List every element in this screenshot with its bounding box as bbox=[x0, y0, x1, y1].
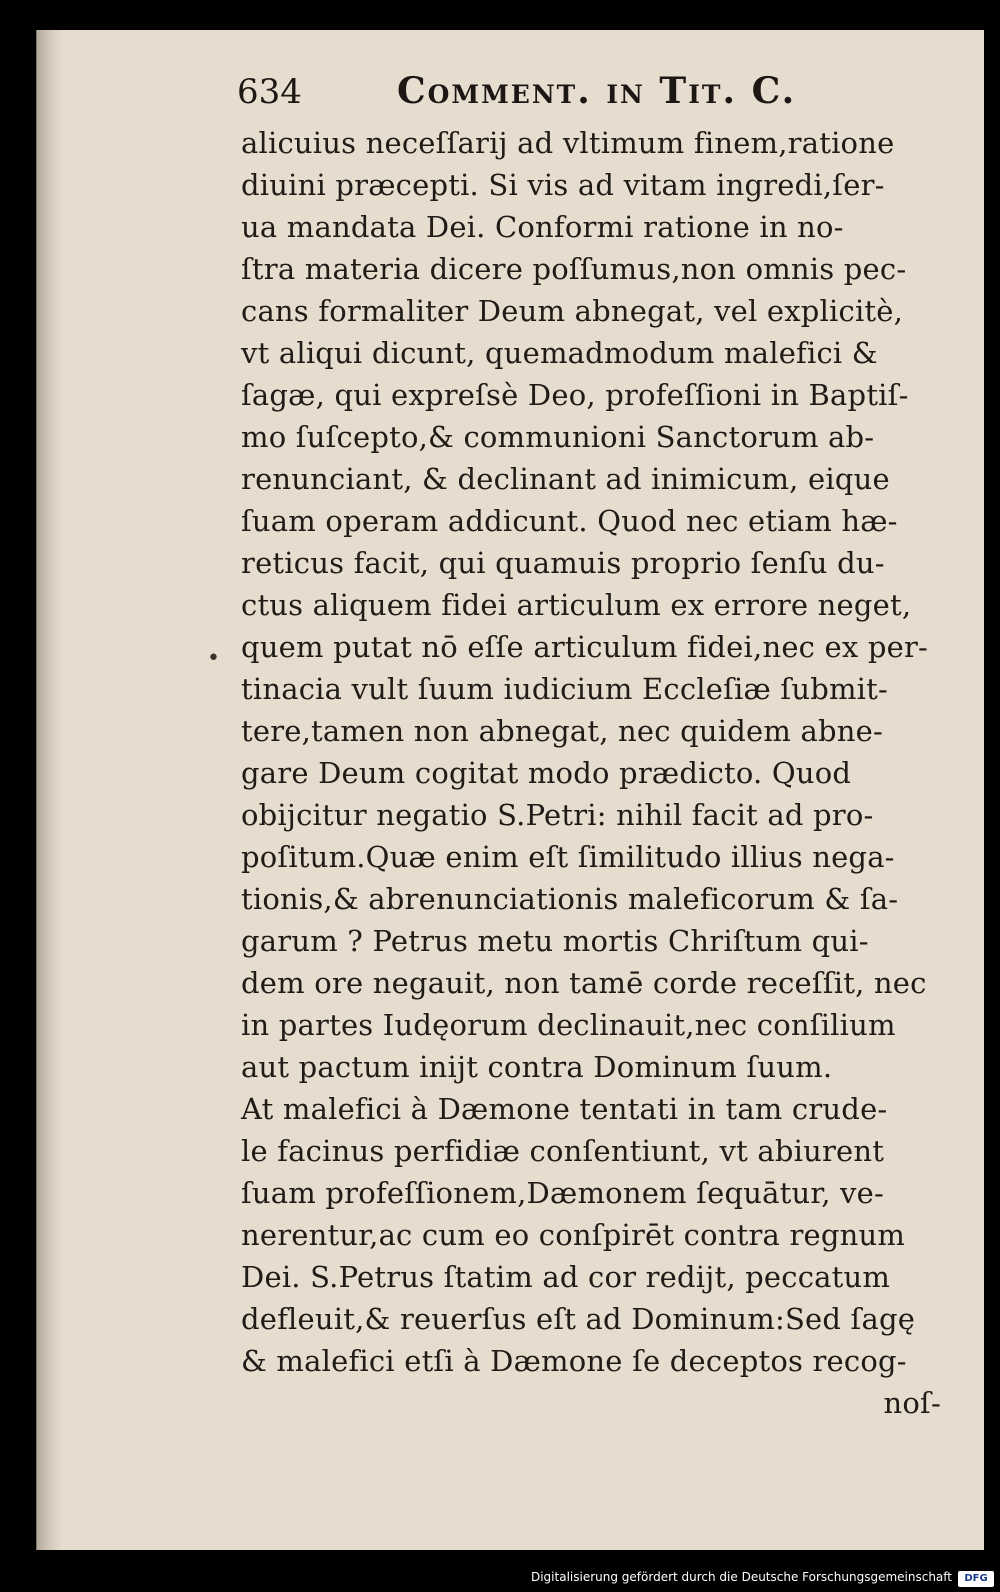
text-line: renunciant, & declinant ad inimicum, eique bbox=[241, 462, 890, 496]
text-line: ctus aliquem fidei articulum ex errore neget, bbox=[241, 588, 912, 622]
text-line: alicuius neceſſarij ad vltimum finem,ratione bbox=[241, 126, 895, 160]
text-line: Dei. S.Petrus ſtatim ad cor redijt, peccatum bbox=[241, 1260, 891, 1294]
text-line: vt aliqui dicunt, quemadmodum malefici & bbox=[241, 336, 878, 370]
dfg-logo: DFG bbox=[958, 1571, 994, 1587]
running-head bbox=[237, 70, 857, 122]
page-number: 634 bbox=[237, 72, 302, 112]
body-text bbox=[241, 122, 941, 1422]
text-line: At malefici à Dæmone tentati in tam crude- bbox=[241, 1092, 888, 1126]
text-line: gare Deum cogitat modo prædicto. Quod bbox=[241, 756, 852, 790]
text-line: cans formaliter Deum abnegat, vel explicitè, bbox=[241, 294, 904, 328]
text-line: defleuit,& reuerſus eſt ad Dominum:Sed ſagę bbox=[241, 1302, 916, 1336]
text-line: tinacia vult ſuum iudicium Eccleſiæ ſubmit- bbox=[241, 672, 889, 706]
running-title: Comment. in Tit. C. bbox=[397, 70, 797, 112]
text-line: & malefici etſi à Dæmone ſe deceptos recog- bbox=[241, 1344, 907, 1378]
text-line: obijcitur negatio S.Petri: nihil facit ad pro- bbox=[241, 798, 874, 832]
text-line: quem putat nō eſſe articulum fidei,nec ex per- bbox=[241, 630, 929, 664]
text-line: reticus facit, qui quamuis proprio ſenſu du- bbox=[241, 546, 885, 580]
text-line: ſuam profeſſionem,Dæmonem ſequātur, ve- bbox=[241, 1176, 884, 1210]
text-line: tionis,& abrenunciationis maleficorum & ſa- bbox=[241, 882, 899, 916]
text-line: aut pactum inijt contra Dominum ſuum. bbox=[241, 1050, 833, 1084]
gutter-shadow bbox=[37, 30, 63, 1550]
text-line: poſitum.Quæ enim eſt ſimilitudo illius nega- bbox=[241, 840, 895, 874]
text-line: ua mandata Dei. Conformi ratione in no- bbox=[241, 210, 844, 244]
text-line: garum ? Petrus metu mortis Chriſtum qui- bbox=[241, 924, 869, 958]
text-line: dem ore negauit, non tamē corde receſſit, nec bbox=[241, 966, 927, 1000]
digitization-footer bbox=[0, 1568, 1000, 1592]
text-line: ſuam operam addicunt. Quod nec etiam hæ- bbox=[241, 504, 898, 538]
text-line: in partes Iudęorum declinauit,nec conſilium bbox=[241, 1008, 896, 1042]
text-line: le facinus perfidiæ conſentiunt, vt abiurent bbox=[241, 1134, 885, 1168]
funding-credit: Digitalisierung gefördert durch die Deutsche Forschungsgemeinschaft bbox=[530, 1570, 952, 1584]
book-page bbox=[36, 30, 984, 1550]
text-line: tere,tamen non abnegat, nec quidem abne- bbox=[241, 714, 883, 748]
text-line: ſagæ, qui expreſsè Deo, profeſſioni in Baptiſ- bbox=[241, 378, 909, 412]
text-line: mo ſuſcepto,& communioni Sanctorum ab- bbox=[241, 420, 875, 454]
text-line: nerentur,ac cum eo conſpirēt contra regnum bbox=[241, 1218, 906, 1252]
text-line: ſtra materia dicere poſſumus,non omnis pec- bbox=[241, 252, 907, 286]
text-line: noſ- bbox=[883, 1386, 941, 1420]
text-line: diuini præcepti. Si vis ad vitam ingredi,ſer- bbox=[241, 168, 885, 202]
margin-mark: • bbox=[207, 646, 220, 671]
